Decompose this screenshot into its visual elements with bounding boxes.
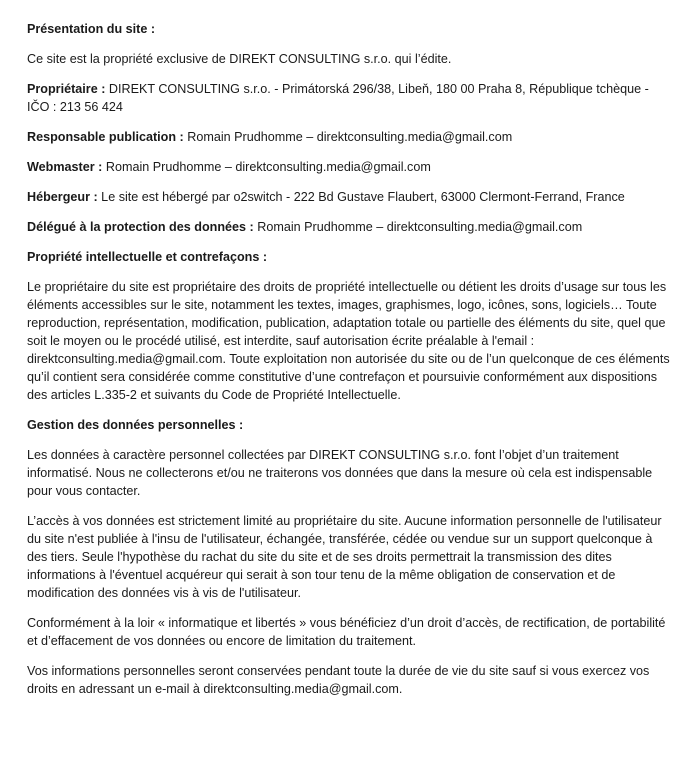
publisher-value: Romain Prudhomme – direktconsulting.media@gmail.com <box>183 130 513 144</box>
intellectual-property-heading-text: Propriété intellectuelle et contrefaçons : <box>27 250 268 264</box>
personal-data-heading <box>27 416 671 434</box>
publisher-line <box>27 128 671 146</box>
webmaster-label: Webmaster : <box>27 160 103 174</box>
owner-line <box>27 80 671 116</box>
intellectual-property-heading <box>27 248 671 266</box>
host-label: Hébergeur : <box>27 190 98 204</box>
webmaster-value: Romain Prudhomme – direktconsulting.media@gmail.com <box>102 160 431 174</box>
presentation-heading <box>27 20 671 38</box>
host-value: Le site est hébergé par o2switch - 222 Bd Gustave Flaubert, 63000 Clermont-Ferrand, France <box>97 190 625 204</box>
owner-value: DIREKT CONSULTING s.r.o. - Primátorská 296/38, Libeň, 180 00 Praha 8, République tchèque - IČO : 213 56 424 <box>27 82 649 114</box>
publisher-label: Responsable publication : <box>27 130 184 144</box>
personal-data-paragraph-2: L’accès à vos données est strictement limité au propriétaire du site. Aucune information personnelle de l'utilisateur du site n'est publiée à l'insu de l'utilisateur, échangée, transférée, cédée ou vendue sur un support quelconque à des tiers. Seule l'hypothèse du rachat du site du site et de ses droits permettrait la transmission des dites informations à l'éventuel acquéreur qui serait à son tour tenu de la même obligation de conservation et de modification des données vis à vis de l'utilisateur. <box>27 514 662 600</box>
personal-data-paragraph-4: Vos informations personnelles seront conservées pendant toute la durée de vie du site sauf si vous exercez vos droits en adressant un e-mail à direktconsulting.media@gmail.com. <box>27 664 650 696</box>
presentation-heading-text: Présentation du site : <box>27 22 156 36</box>
personal-data-paragraph-3: Conformément à la loir « informatique et libertés » vous bénéficiez d’un droit d’accès, de rectification, de portabilité et d’effacement de vos données ou encore de limitation du traitement. <box>27 616 666 648</box>
intellectual-property-paragraph: Le propriétaire du site est propriétaire des droits de propriété intellectuelle ou détient les droits d’usage sur tous les éléments accessibles sur le site, notamment les textes, images, graphismes, logo, icônes, sons, logiciels… Toute reproduction, représentation, modification, publication, adaptation totale ou partielle des éléments du site, quel que soit le moyen ou le procédé utilisé, est interdite, sauf autorisation écrite préalable à l'email : direktconsulting.media@gmail.com. Toute exploitation non autorisée du site ou de l’un quelconque de ces éléments qu’il contient sera considérée comme constitutive d’une contrefaçon et poursuivie conformément aux dispositions des articles L.335-2 et suivants du Code de Propriété Intellectuelle. <box>27 280 670 402</box>
host-line <box>27 188 671 206</box>
personal-data-heading-text: Gestion des données personnelles : <box>27 418 244 432</box>
webmaster-line <box>27 158 671 176</box>
dpo-value: Romain Prudhomme – direktconsulting.media@gmail.com <box>253 220 583 234</box>
presentation-intro: Ce site est la propriété exclusive de DIREKT CONSULTING s.r.o. qui l’édite. <box>27 52 452 66</box>
dpo-line <box>27 218 671 236</box>
owner-label: Propriétaire : <box>27 82 106 96</box>
personal-data-paragraph-1: Les données à caractère personnel collectées par DIREKT CONSULTING s.r.o. font l’objet d’un traitement informatisé. Nous ne collecterons et/ou ne traiterons vos données que dans la mesure où cela est indispensable pour vous contacter. <box>27 448 653 498</box>
dpo-label: Délégué à la protection des données : <box>27 220 254 234</box>
